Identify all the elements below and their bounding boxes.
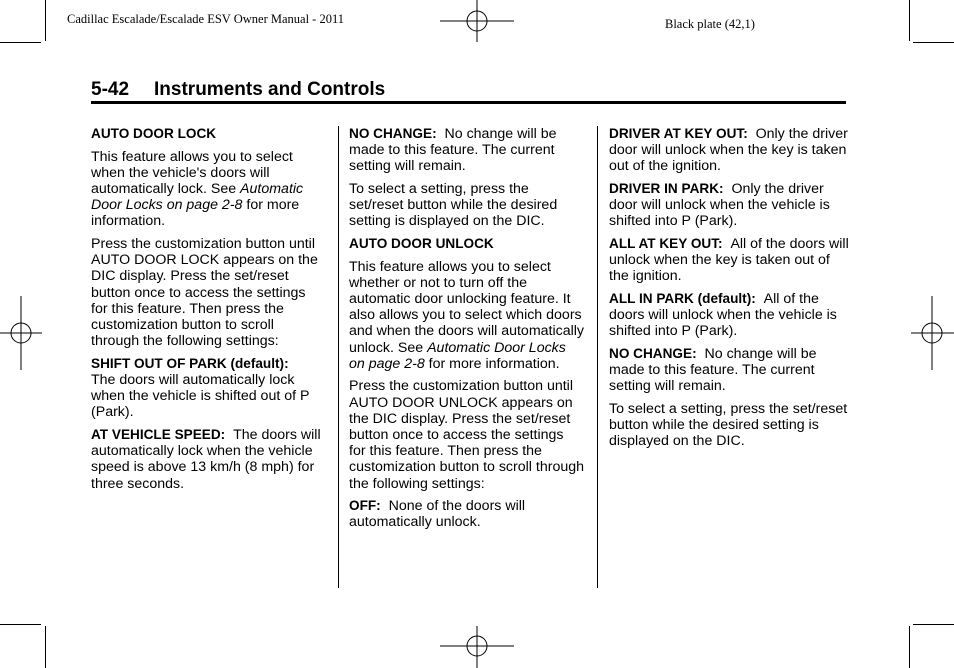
registration-mark-right [911,296,954,370]
setting-at-vehicle-speed: AT VEHICLE SPEED: The doors will automatically lock when the vehicle speed is above 13 km/h (8 mph) for three seconds. [91,427,321,492]
setting-driver-in-park: DRIVER IN PARK: Only the driver door will unlock when the vehicle is shifted into P (Park). [609,181,830,230]
heading-auto-door-lock: AUTO DOOR LOCK [91,126,217,141]
setting-no-change-lock: NO CHANGE: No change will be made to this feature. The current setting will remain. [349,126,557,175]
paragraph-select-setting-unlock: To select a setting, press the set/reset button while the desired setting is displayed on the DIC. [609,401,848,450]
column-3 [609,126,849,456]
column-divider-2 [597,126,598,588]
cross-reference: Automatic Door Locks on page 2-8 [349,339,566,372]
registration-mark-bottom [440,626,514,668]
manual-title: Cadillac Escalade/Escalade ESV Owner Manual - 2011 [67,12,344,26]
paragraph-select-setting-lock: To select a setting, press the set/reset button while the desired setting is displayed on the DIC. [349,181,558,230]
setting-shift-out-of-park: SHIFT OUT OF PARK (default): The doors will automatically lock when the vehicle is shifted out of P (Park). [91,355,310,421]
title-rule [91,101,846,104]
crop-mark-top-right-vertical [909,0,910,41]
paragraph-auto-door-unlock-intro: This feature allows you to select whether or not to turn off the automatic door unlocking feature. It also allows you to select which doors and when the doors will automatically unlock. See Automatic Door Locks on page 2-8 for more information. [349,258,585,372]
registration-mark-left [0,296,42,370]
registration-mark-top [440,0,514,42]
setting-all-at-key-out: ALL AT KEY OUT: All of the doors will unlock when the key is taken out of the ignition. [609,236,849,285]
setting-driver-at-key-out: DRIVER AT KEY OUT: Only the driver door will unlock when the key is taken out of the ignition. [609,126,848,175]
setting-off: OFF: None of the doors will automatically unlock. [349,498,526,531]
crop-mark-bottom-left-horizontal [0,624,41,625]
paragraph-lock-customization: Press the customization button until AUTO DOOR LOCK appears on the DIC display. Press the set/reset button once to access the settings for this feature. Then press the customization button to scroll through the following settings: [91,236,318,350]
crop-mark-top-left-horizontal [0,42,41,43]
paragraph-unlock-customization: Press the customization button until AUTO DOOR UNLOCK appears on the DIC display. Press the set/reset button once to access the settings for this feature. Then press the customization button to scroll through the following settings: [349,378,585,492]
crop-mark-top-right-horizontal [913,42,954,43]
column-1 [91,126,325,498]
paragraph-auto-door-lock-intro: This feature allows you to select when the vehicle's doors will automatically lock. See Automatic Door Locks on page 2-8 for more information. [91,148,304,230]
page-number: 5-42 [91,79,130,100]
column-divider-1 [338,126,339,588]
setting-no-change-unlock: NO CHANGE: No change will be made to this feature. The current setting will remain. [609,346,817,395]
cross-reference: Automatic Door Locks on page 2-8 [91,181,304,214]
crop-mark-top-left-vertical [45,0,46,41]
section-title: Instruments and Controls [154,79,386,100]
crop-mark-bottom-left-vertical [45,626,46,668]
crop-mark-bottom-right-horizontal [913,624,954,625]
setting-all-in-park: ALL IN PARK (default): All of the doors will unlock when the vehicle is shifted into P (Park). [609,291,837,340]
page-heading [91,79,385,101]
plate-label: Black plate (42,1) [665,17,755,31]
column-2 [349,126,584,537]
heading-auto-door-unlock: AUTO DOOR UNLOCK [349,236,494,251]
crop-mark-bottom-right-vertical [909,626,910,668]
